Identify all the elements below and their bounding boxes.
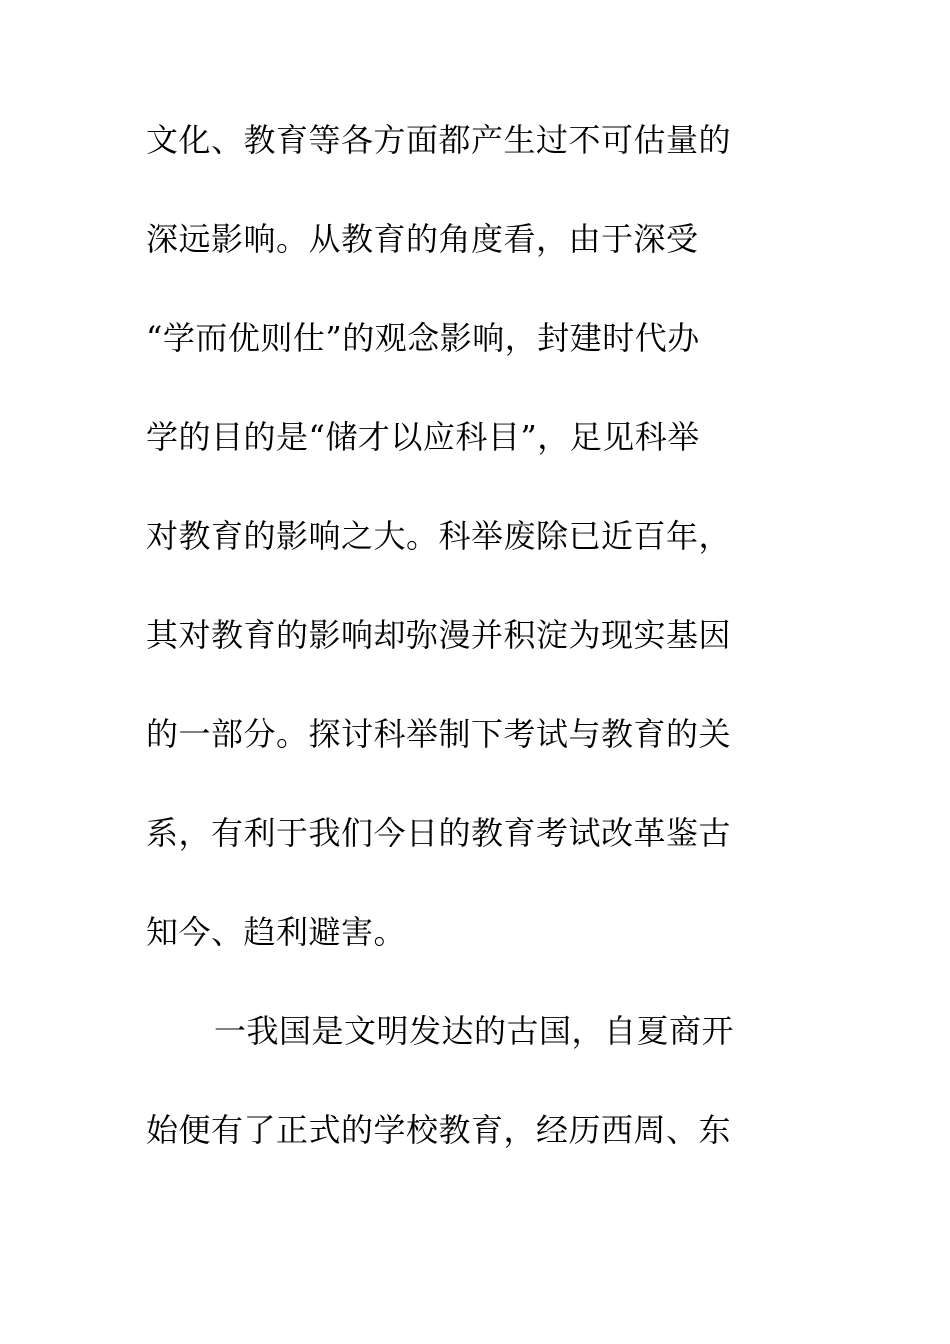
text-line: 的一部分。探讨科举制下考试与教育的关 [146,715,732,753]
text-line: 知今、趋利避害。 [146,913,407,951]
text-line: 深远影响。从教育的角度看，由于深受 [146,220,699,258]
text-line: 始便有了正式的学校教育，经历西周、东 [146,1111,732,1149]
text-line: 文化、教育等各方面都产生过不可估量的 [146,121,732,159]
text-line: 系，有利于我们今日的教育考试改革鉴古 [146,814,732,852]
paragraph-start-line: 一我国是文明发达的古国，自夏商开 [214,1012,735,1050]
text-line: 对教育的影响之大。科举废除已近百年， [146,517,732,555]
text-line: 学的目的是“储才以应科目”，足见科举 [146,418,700,456]
text-line: “学而优则仕”的观念影响，封建时代办 [146,319,700,357]
text-line: 其对教育的影响却弥漫并积淀为现实基因 [146,616,732,654]
body-text [146,121,786,1213]
